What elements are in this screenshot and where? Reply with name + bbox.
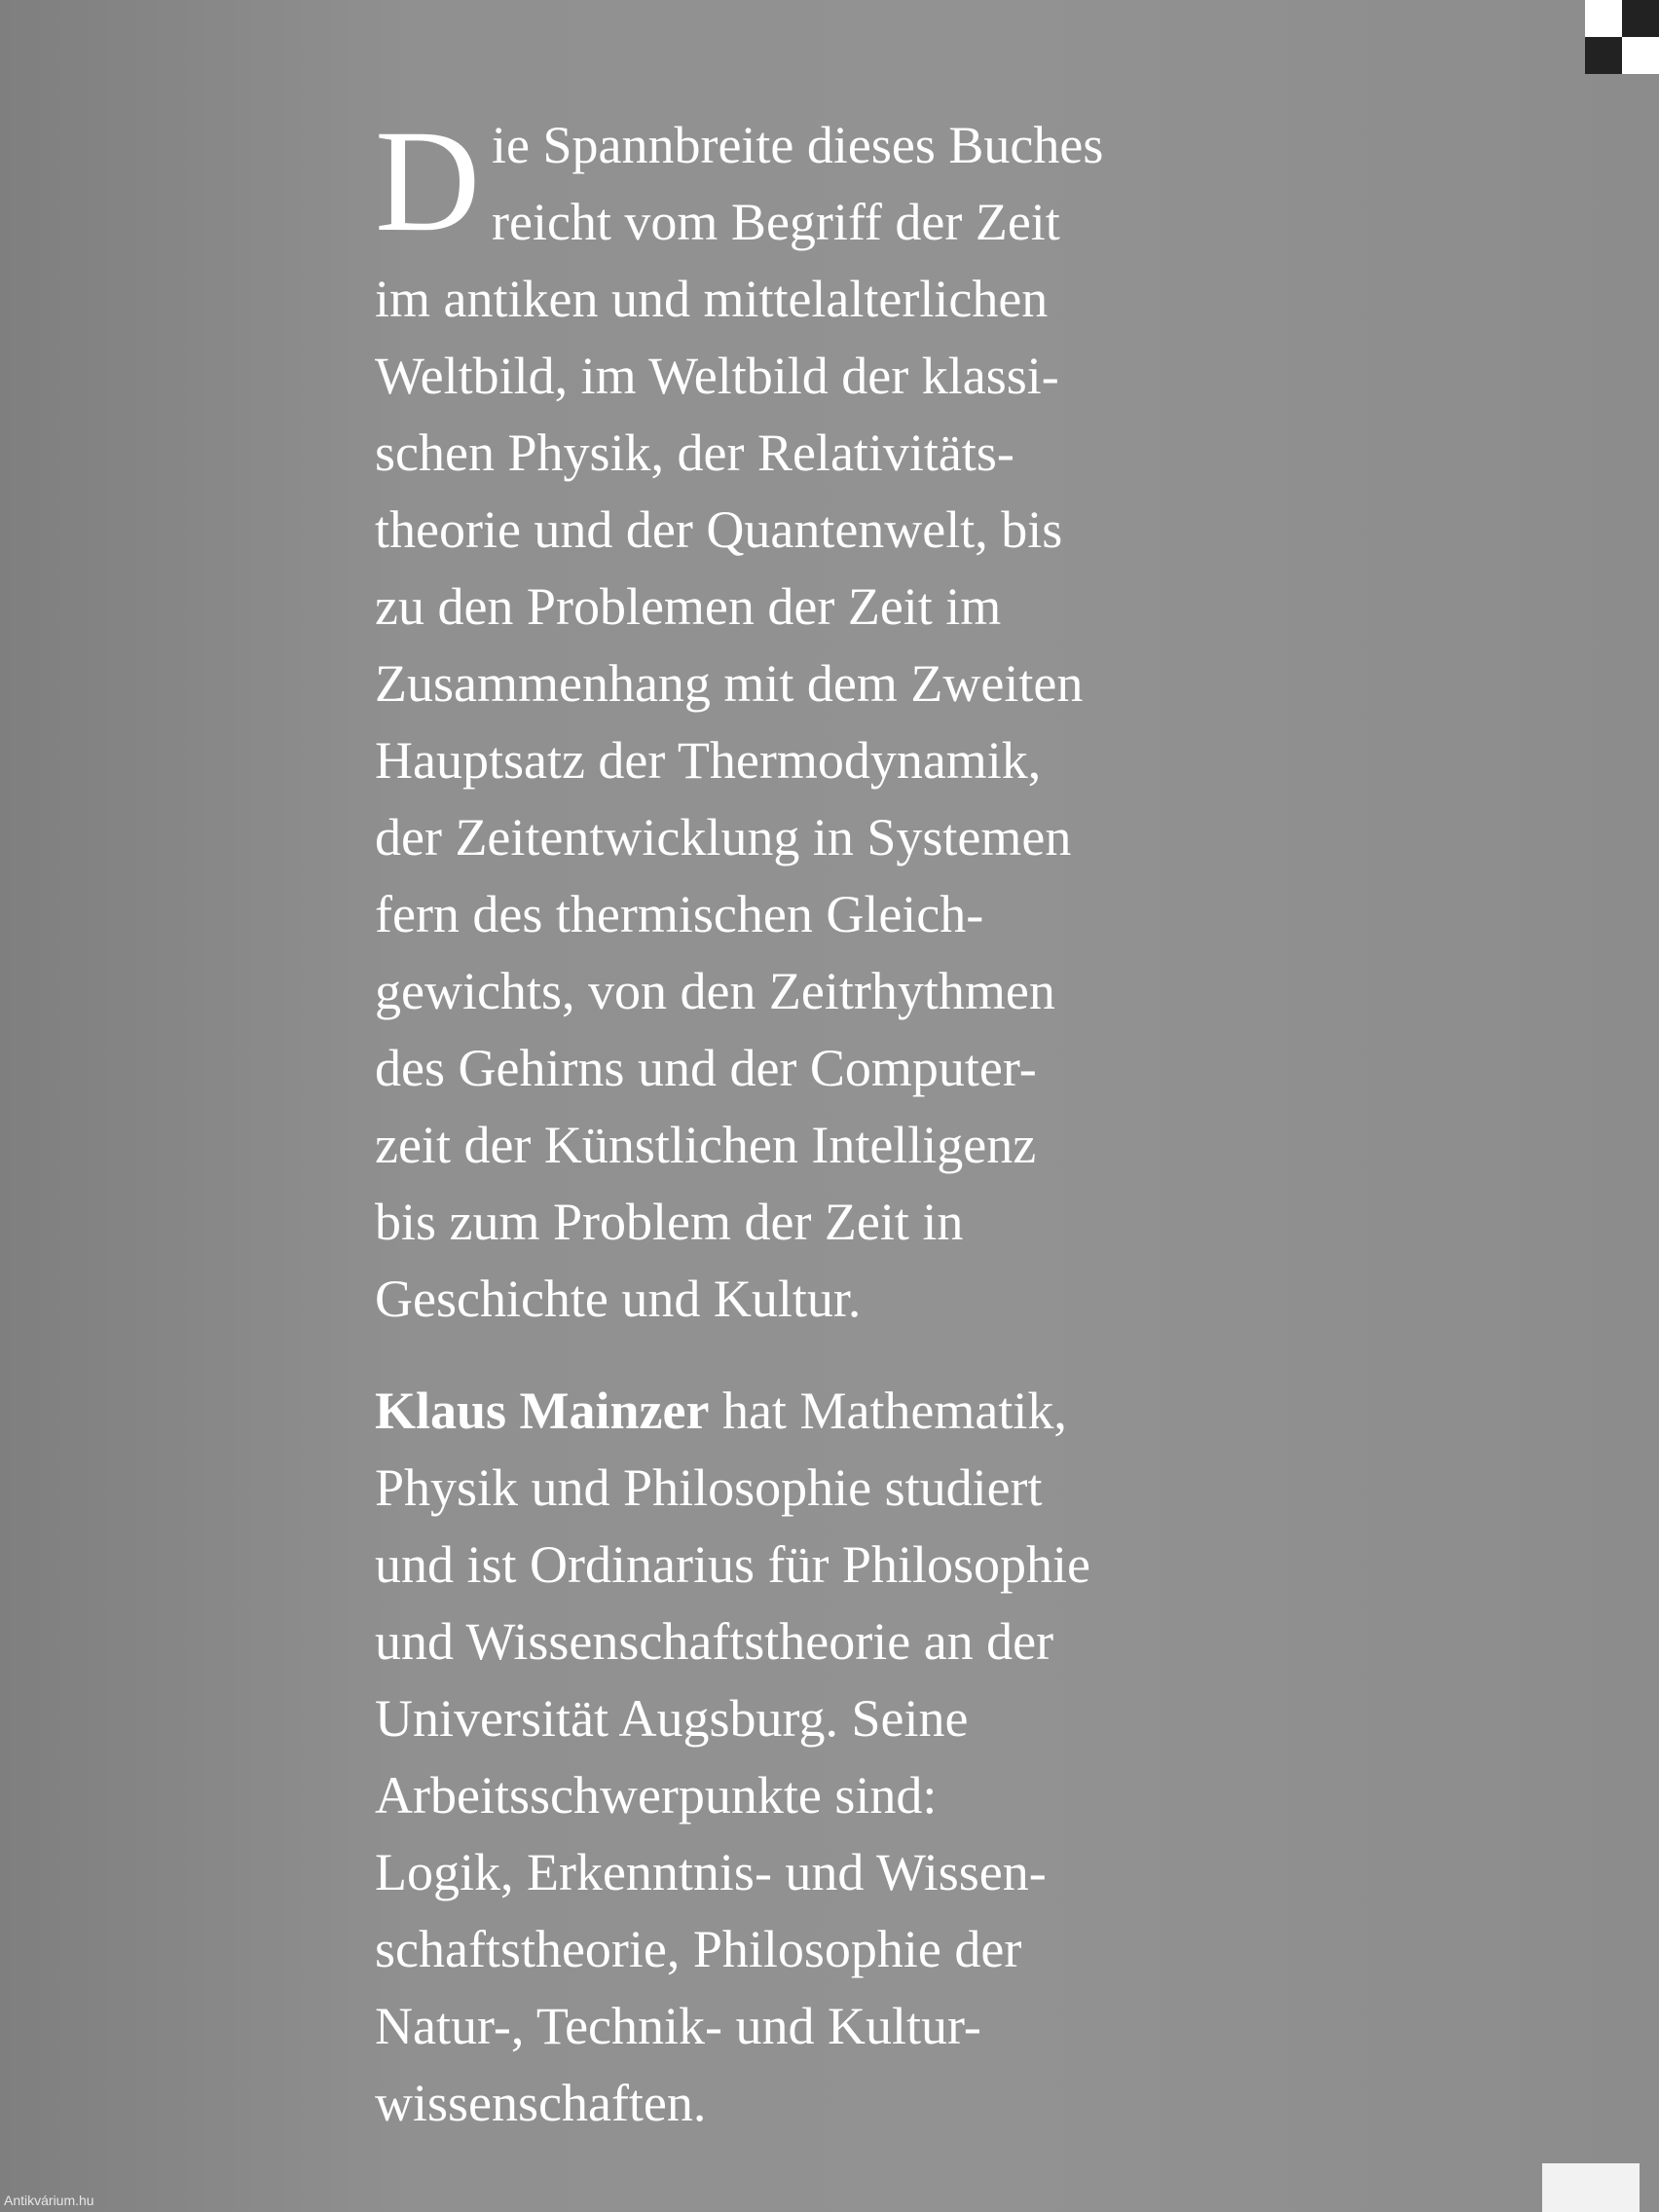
text-line: und ist Ordinarius für Philosophie — [375, 1535, 1090, 1594]
text-line: Hauptsatz der Thermodynamik, — [375, 731, 1042, 790]
text-line: reicht vom Begriff der Zeit — [492, 193, 1060, 251]
text-line: gewichts, von den Zeitrhythmen — [375, 962, 1055, 1020]
author-name: Klaus Mainzer — [375, 1382, 710, 1440]
text-line: Universität Augsburg. Seine — [375, 1689, 969, 1748]
text-line: Arbeitsschwerpunkte sind: — [375, 1766, 938, 1825]
text-line: schaftstheorie, Philosophie der — [375, 1920, 1022, 1978]
text-line: Geschichte und Kultur. — [375, 1270, 862, 1328]
author-paragraph — [375, 1373, 1300, 2142]
author-first-line: hat Mathematik, — [709, 1382, 1067, 1440]
text-line: im antiken und mittelalterlichen — [375, 270, 1049, 328]
corner-registration-mark — [1585, 0, 1659, 74]
text-line: und Wissenschaftstheorie an der — [375, 1612, 1054, 1671]
text-line: theorie und der Quantenwelt, bis — [375, 500, 1063, 559]
text-line: Weltbild, im Weltbild der klassi- — [375, 347, 1059, 405]
text-line: Zusammenhang mit dem Zweiten — [375, 654, 1084, 713]
text-line: fern des thermischen Gleich- — [375, 885, 984, 943]
watermark: Antikvárium.hu — [4, 2193, 94, 2208]
text-line — [375, 1373, 1300, 1450]
text-line: schen Physik, der Relativitäts- — [375, 424, 1014, 482]
text-line: Natur-, Technik- und Kultur- — [375, 1997, 981, 2055]
back-cover-text — [375, 100, 1300, 2142]
text-line: Logik, Erkenntnis- und Wissen- — [375, 1843, 1047, 1901]
text-line: Physik und Philosophie studiert — [375, 1458, 1043, 1517]
paragraph-gap — [375, 1338, 1300, 1373]
text-line: ie Spannbreite dieses Buches — [492, 116, 1104, 174]
price-sticker-remnant — [1542, 2163, 1640, 2212]
text-line: der Zeitentwicklung in Systemen — [375, 808, 1072, 866]
text-line: des Gehirns und der Computer- — [375, 1039, 1037, 1097]
description-paragraph — [375, 100, 1300, 1338]
text-line: zeit der Künstlichen Intelligenz — [375, 1116, 1037, 1174]
text-line: bis zum Problem der Zeit in — [375, 1193, 964, 1251]
drop-cap: D — [375, 100, 481, 262]
text-line: zu den Problemen der Zeit im — [375, 577, 1002, 636]
text-line: wissenschaften. — [375, 2074, 707, 2132]
